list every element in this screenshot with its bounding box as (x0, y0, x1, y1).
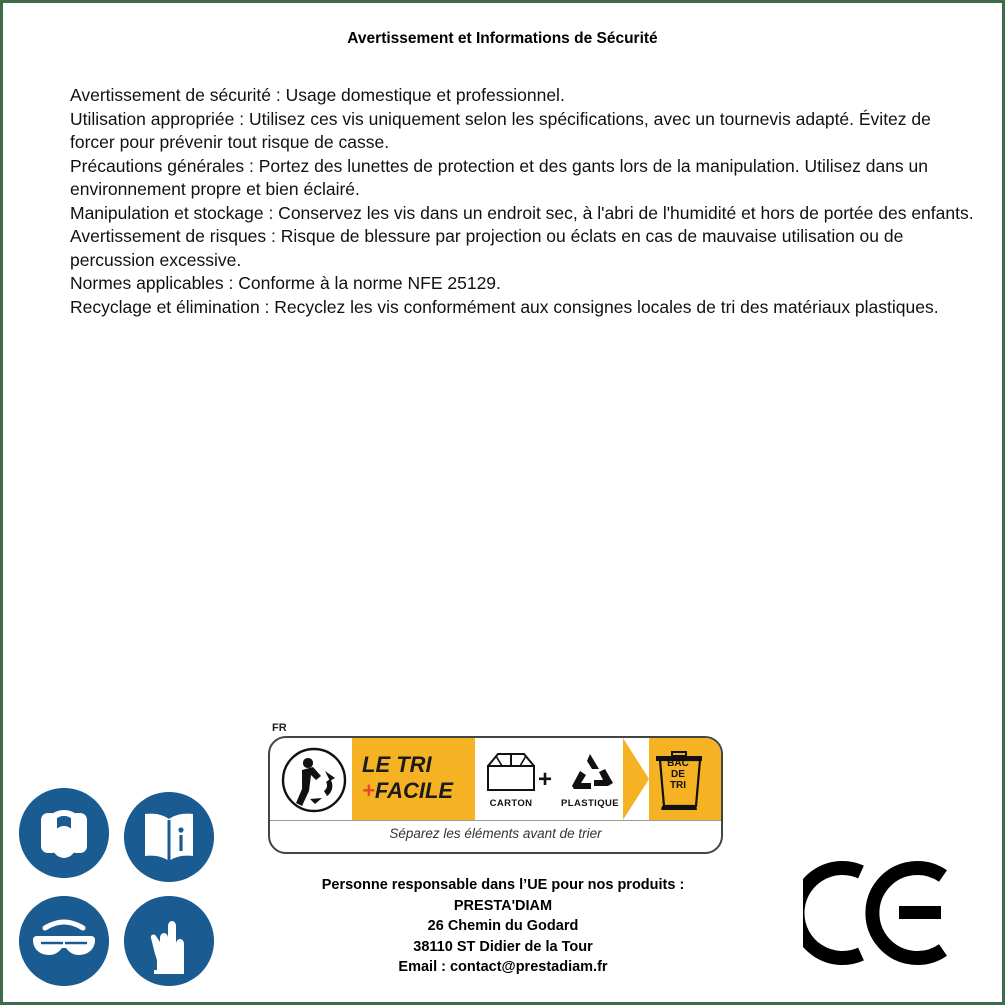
tri-facile-footer: Séparez les éléments avant de trier (389, 826, 602, 841)
protective-gloves-icon (124, 896, 214, 986)
country-tag: FR (272, 722, 287, 734)
paragraph-risk-warning: Avertissement de risques : Risque de blessure par projection ou éclats en cas de mauvaise utilisation ou de percussion excessive. (70, 226, 904, 270)
page-title: Avertissement et Informations de Sécurité (347, 30, 658, 47)
company-city: 38110 ST Didier de la Tour (413, 938, 593, 955)
carton-box-icon (482, 750, 540, 794)
paragraph-handling-storage: Manipulation et stockage : Conservez les vis dans un endroit sec, à l'abri de l'humidité et hors de portée des enfants. (70, 202, 974, 223)
company-email: Email : contact@prestadiam.fr (398, 959, 608, 975)
tri-facile-headline (362, 752, 472, 804)
material-label-carton: CARTON (489, 798, 533, 809)
headline-line1: LE TRI (362, 752, 432, 777)
bin-line1: BAC (667, 758, 689, 769)
responsible-heading-suffix: pour nos produits : (547, 877, 685, 893)
divider (270, 820, 721, 821)
company-name: PRESTA'DIAM (453, 897, 553, 914)
material-label-plastique: PLASTIQUE (561, 798, 619, 809)
headline-line2: FACILE (374, 778, 454, 803)
company-address: 26 Chemin du Godard (427, 918, 579, 934)
tri-facile-box (268, 736, 723, 854)
bin-text (651, 758, 705, 791)
paragraph-applicable-standards: Normes applicables : Conforme à la norme NFE 25129. (70, 273, 501, 293)
read-instructions-icon (124, 792, 214, 882)
safety-information-text (70, 84, 980, 319)
eye-protection-icon (19, 896, 109, 986)
yellow-arrow (623, 738, 649, 820)
bin-line3: TRI (669, 780, 687, 791)
headline-line2-wrapper (362, 778, 472, 804)
responsible-heading (203, 875, 803, 896)
pictogram-group (19, 788, 224, 986)
plastic-recycle-icon (562, 750, 618, 794)
ce-mark-icon (803, 858, 953, 968)
paragraph-safety-warning: Avertissement de sécurité : Usage domestique et professionnel. (70, 85, 565, 105)
material-separator-plus: + (538, 766, 553, 793)
responsible-heading-ue: UE (527, 877, 548, 893)
triman-icon (278, 746, 350, 814)
paragraph-general-precautions: Précautions générales : Portez des lunettes de protection et des gants lors de la manipulation. Utilisez dans un environnement propre et bien éclairé. (70, 155, 929, 199)
paragraph-appropriate-use: Utilisation appropriée : Utilisez ces vis uniquement selon les spécifications, avec un tournevis adapté. Évitez de forcer pour prévenir tout risque de casse. (70, 108, 931, 152)
ear-protection-icon (19, 788, 109, 878)
paragraph-recycling: Recyclage et élimination : Recyclez les vis conformément aux consignes locales de tri des matériaux plastiques. (70, 296, 939, 317)
bin-line2: DE (671, 769, 685, 780)
responsible-person-block (203, 875, 803, 978)
headline-plus: + (362, 778, 375, 803)
responsible-heading-prefix: Personne responsable dans l’ (321, 877, 528, 893)
triman-recycling-label (268, 722, 723, 858)
